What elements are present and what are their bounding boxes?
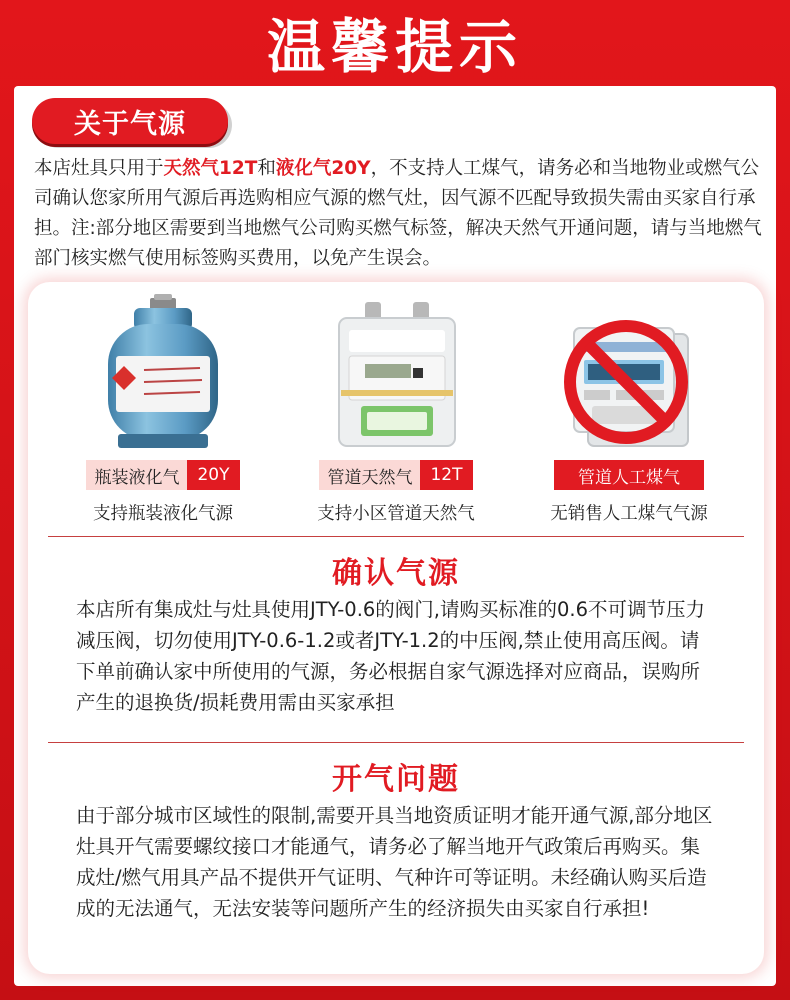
intro-rest: ，不支持人工煤气，请务必和当地物业或燃气公司确认您家所用气源后再选购相应气源的燃气灶，因气源不匹配导致损失需由买家自行承担。注:部分地区需要到当地燃气公司购买燃气标签，解决天然气开通问题，请与当地燃气部门核实燃气使用标签购买费用，以免产生误会。 (34, 158, 762, 269)
confirm-gas-title: 确认气源 (332, 556, 460, 591)
page-title: 温馨提示 (266, 13, 523, 81)
gas-cylinder-icon (88, 294, 238, 452)
product-natural-gas (281, 294, 511, 526)
tag-label: 瓶装液化气 (86, 460, 187, 490)
about-gas-label (32, 98, 228, 144)
divider-middle (48, 742, 744, 743)
product-natural-gas-desc: 支持小区管道天然气 (317, 504, 475, 524)
intro-prefix: 本店灶具只用于 (34, 158, 164, 179)
gas-opening-text: 由于部分城市区域性的限制,需要开具当地资质证明才能开通气源,部分地区灶具开气需要螺纹接口才能通气，请务必了解当地开气政策后再购买。集成灶/燃气用具产品不提供开气证明、气种许可等证明。未经确认购买后造成的无法通气，无法安装等问题所产生的经济损失由买家自行承担! (76, 804, 713, 920)
tag-code: 12T (420, 460, 472, 490)
product-coal-gas (514, 294, 744, 526)
confirm-gas-text: 本店所有集成灶与灶具使用JTY-0.6的阀门,请购买标准的0.6不可调节压力减压阀，切勿使用JTY-0.6-1.2或者JTY-1.2的中压阀,禁止使用高压阀。请下单前确认家中所使用的气源，务必根据自家气源选择对应商品，误购所产生的退换货/损耗费用需由买家承担 (76, 598, 706, 714)
natural-gas-highlight: 天然气12T (163, 158, 258, 179)
header (0, 0, 790, 84)
info-panel (28, 282, 764, 974)
product-lpg-tag (48, 460, 278, 490)
divider-top (48, 536, 744, 537)
product-coal-gas-tag (514, 460, 744, 490)
product-coal-gas-desc: 无销售人工煤气气源 (550, 504, 708, 524)
tag-label: 管道天然气 (319, 460, 420, 490)
about-gas-label-text: 关于气源 (74, 108, 186, 140)
gas-opening-title: 开气问题 (332, 762, 460, 797)
tag-code: 20Y (187, 460, 239, 490)
intro-and: 和 (257, 158, 276, 179)
tag-label: 管道人工煤气 (554, 460, 704, 490)
product-natural-gas-tag (281, 460, 511, 490)
about-gas-intro (34, 154, 764, 274)
product-lpg (48, 294, 278, 526)
content-card (14, 86, 776, 986)
lpg-highlight: 液化气20Y (275, 158, 371, 179)
prohibited-meter-icon (554, 294, 704, 452)
gas-source-products (28, 294, 764, 526)
product-lpg-desc: 支持瓶装液化气源 (93, 504, 233, 524)
gas-meter-icon (321, 294, 471, 452)
